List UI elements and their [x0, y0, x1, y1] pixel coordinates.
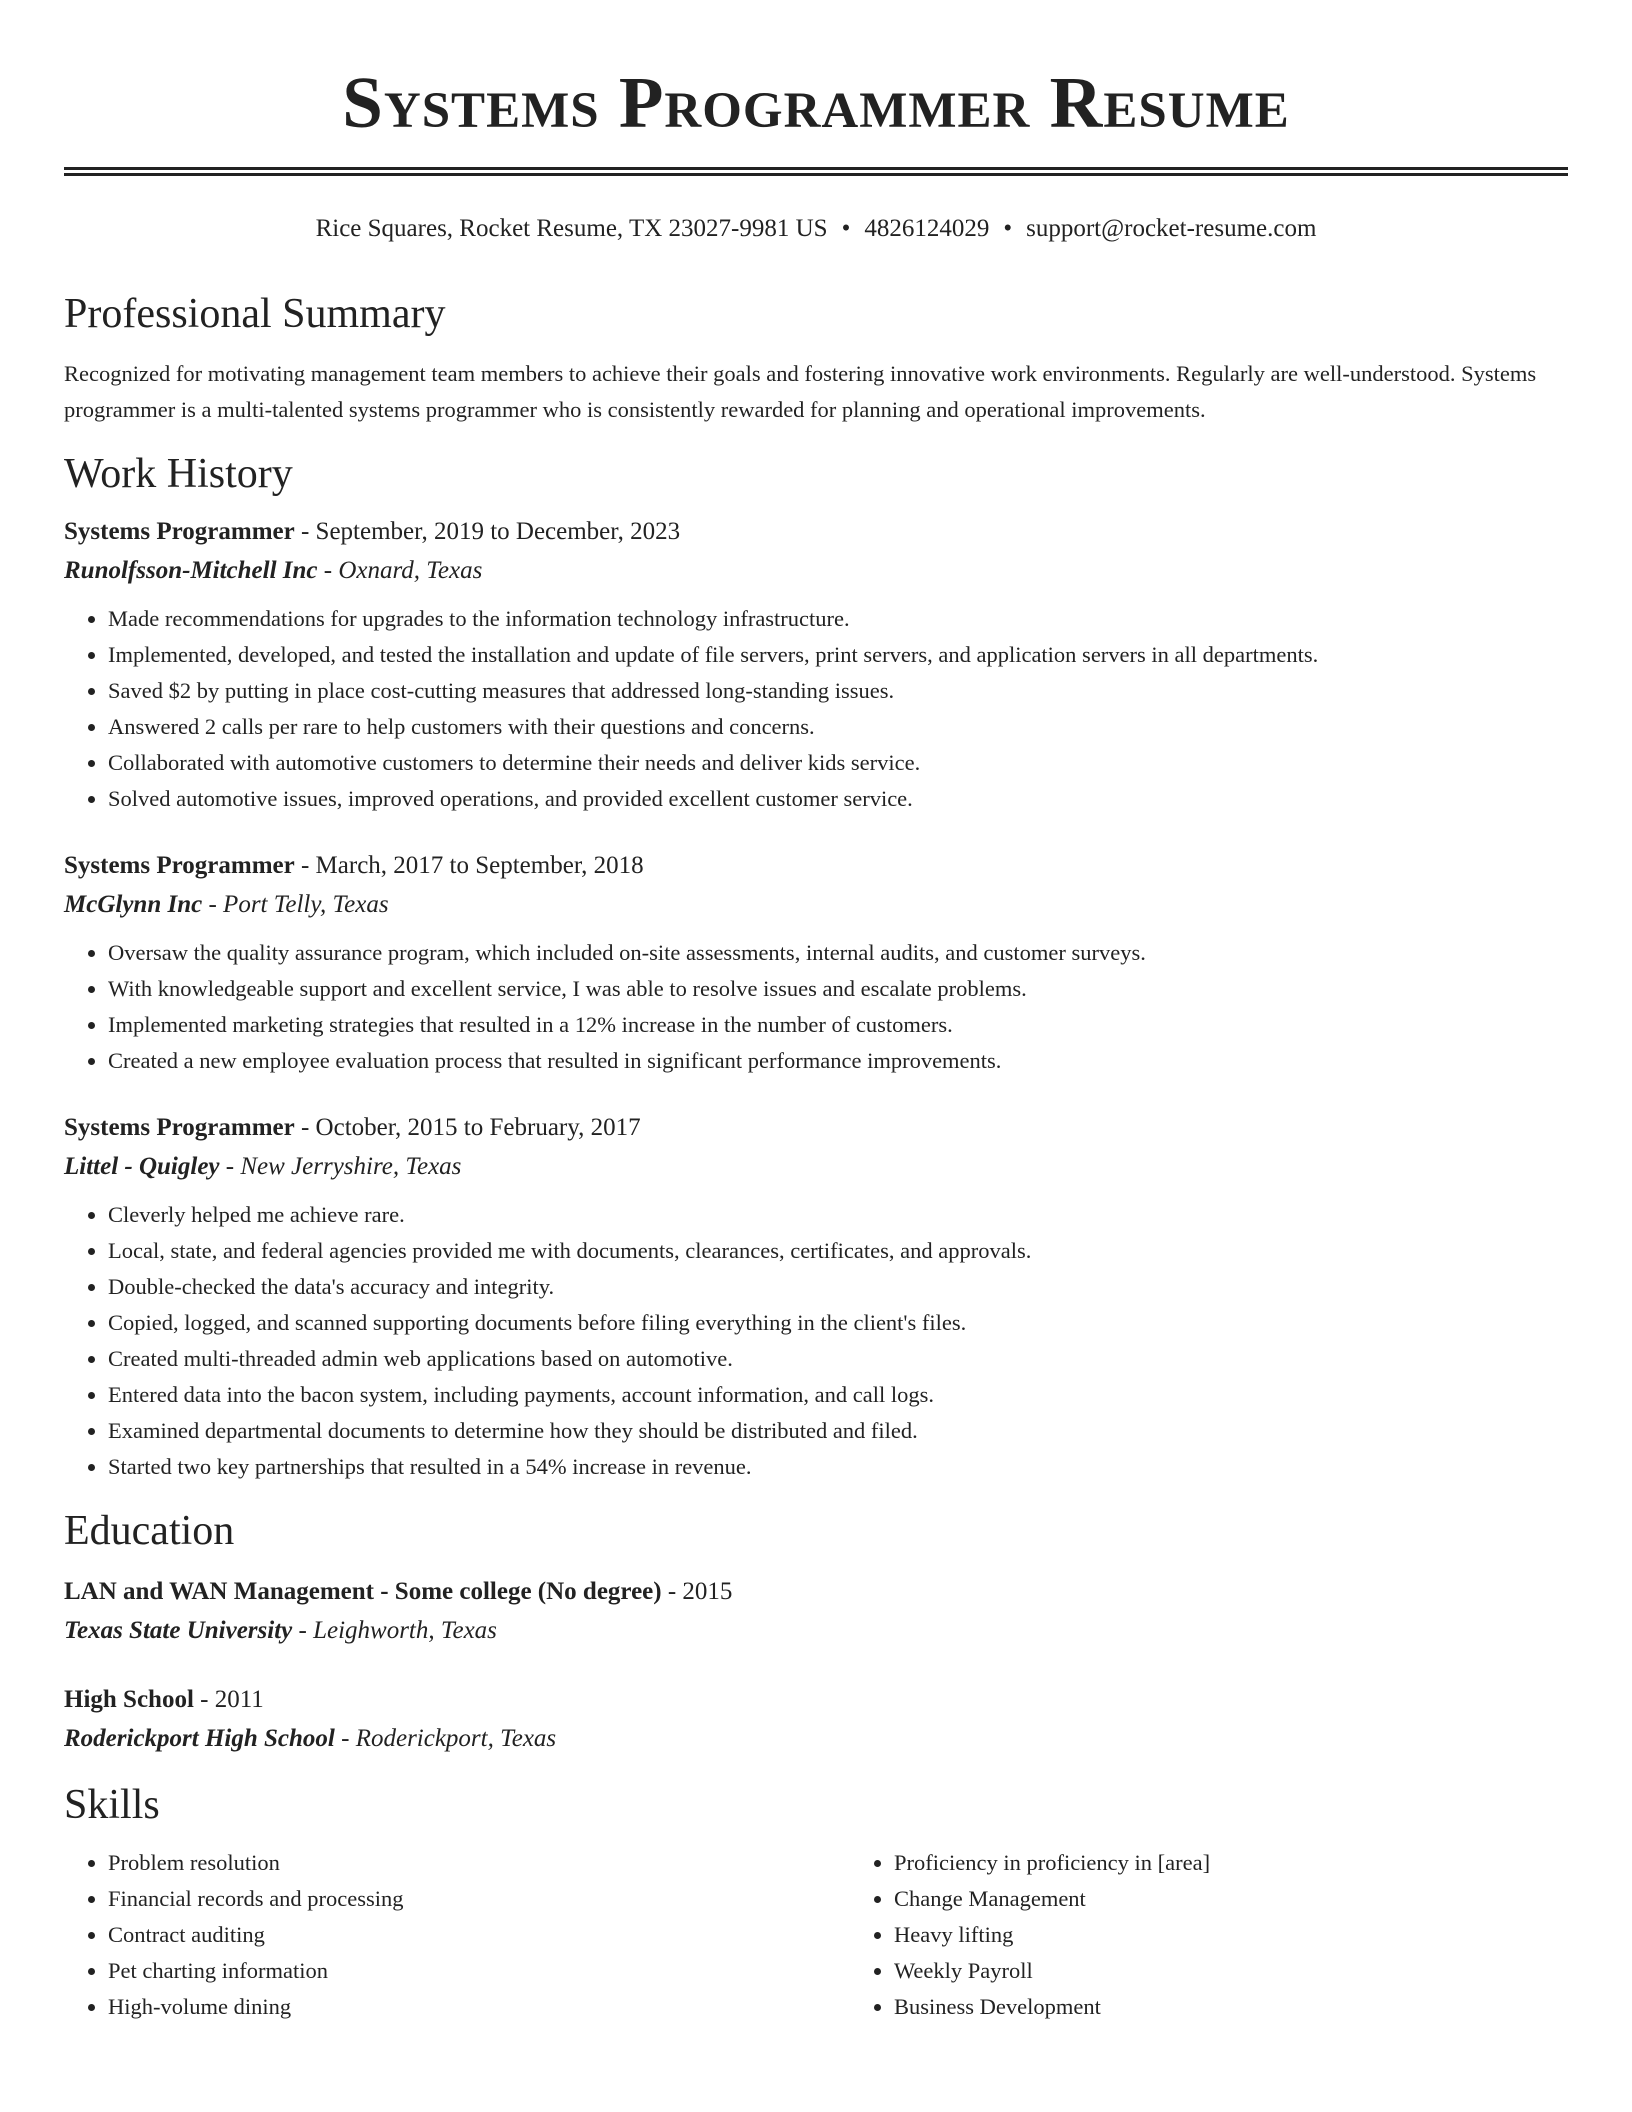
job-bullets: [64, 1197, 1568, 1485]
job-bullet: • Collaborated with automotive customers to determine their needs and deliver kids service.: [108, 745, 1568, 781]
skill-item: • Weekly Payroll: [894, 1953, 1632, 1989]
job-entry: [64, 513, 1568, 817]
job-role: Systems Programmer: [64, 1114, 295, 1141]
contact-address: Rice Squares, Rocket Resume, TX 23027-9981 US: [315, 215, 828, 242]
education-location: - Leighworth, Texas: [292, 1617, 497, 1644]
education-entry: [64, 1681, 1568, 1759]
skill-item: • Proficiency in proficiency in [area]: [894, 1845, 1632, 1881]
job-entry: [64, 847, 1568, 1079]
education-degree-line: [64, 1681, 1568, 1719]
education-school-line: [64, 1719, 1568, 1759]
job-dates: - March, 2017 to September, 2018: [294, 852, 644, 879]
skill-item: • Heavy lifting: [894, 1917, 1632, 1953]
resume-title: Systems Programmer Resume: [342, 62, 1290, 143]
summary-text: Recognized for motivating management team members to achieve their goals and fostering innovative work environments. Regularly are well-understood. Systems programmer is a multi-talented systems programmer who is consistently rewarded for planning and operational improvements.: [64, 361, 1537, 422]
job-bullet: • Started two key partnerships that resulted in a 54% increase in revenue.: [108, 1449, 1568, 1485]
job-company-line: [64, 1147, 1568, 1187]
job-company: Littel - Quigley: [64, 1153, 220, 1180]
work-history-heading: Work History: [64, 451, 293, 497]
education-degree: LAN and WAN Management - Some college (No degree): [64, 1578, 662, 1605]
job-bullet: • Double-checked the data's accuracy and integrity.: [108, 1269, 1568, 1305]
job-bullet: • Examined departmental documents to determine how they should be distributed and filed.: [108, 1413, 1568, 1449]
skill-item: • High-volume dining: [108, 1989, 850, 2025]
job-bullet: • Entered data into the bacon system, including payments, account information, and call logs.: [108, 1377, 1568, 1413]
job-bullet: • Saved $2 by putting in place cost-cutting measures that addressed long-standing issues.: [108, 673, 1568, 709]
job-title-line: [64, 847, 1568, 885]
job-location: - Port Telly, Texas: [202, 891, 389, 918]
education-school: Roderickport High School: [64, 1725, 335, 1752]
job-dates: - September, 2019 to December, 2023: [294, 518, 681, 545]
education-entry: [64, 1573, 1568, 1651]
contact-email: support@rocket-resume.com: [1026, 215, 1317, 242]
skills-list-right: [850, 1845, 1632, 2025]
skill-item: • Contract auditing: [108, 1917, 850, 1953]
skill-item: • Business Development: [894, 1989, 1632, 2025]
education-year: - 2015: [661, 1578, 733, 1605]
job-location: - New Jerryshire, Texas: [219, 1153, 462, 1180]
job-company-line: [64, 551, 1568, 591]
skill-item: • Pet charting information: [108, 1953, 850, 1989]
job-bullet: • Implemented, developed, and tested the installation and update of file servers, print servers, and application servers in all departments.: [108, 637, 1568, 673]
job-bullet: • Answered 2 calls per rare to help customers with their questions and concerns.: [108, 709, 1568, 745]
job-location: - Oxnard, Texas: [317, 557, 483, 584]
job-company: McGlynn Inc: [64, 891, 203, 918]
job-entry: [64, 1109, 1568, 1485]
education-year: - 2011: [193, 1686, 264, 1713]
job-bullet: • With knowledgeable support and excellent service, I was able to resolve issues and escalate problems.: [108, 971, 1568, 1007]
job-bullet: • Cleverly helped me achieve rare.: [108, 1197, 1568, 1233]
title-divider: [64, 167, 1568, 176]
education-degree-line: [64, 1573, 1568, 1611]
contact-separator: •: [841, 215, 851, 242]
education-list: [64, 1573, 1568, 1759]
job-company-line: [64, 885, 1568, 925]
job-role: Systems Programmer: [64, 852, 295, 879]
summary-heading: Professional Summary: [64, 291, 446, 337]
job-bullet: • Implemented marketing strategies that resulted in a 12% increase in the number of customers.: [108, 1007, 1568, 1043]
skill-item: • Change Management: [894, 1881, 1632, 1917]
education-school: Texas State University: [64, 1617, 293, 1644]
education-school-line: [64, 1611, 1568, 1651]
job-bullet: • Local, state, and federal agencies provided me with documents, clearances, certificates, and approvals.: [108, 1233, 1568, 1269]
skill-item: • Problem resolution: [108, 1845, 850, 1881]
job-company: Runolfsson-Mitchell Inc: [64, 557, 318, 584]
contact-separator: •: [1003, 215, 1013, 242]
skills-heading: Skills: [64, 1782, 160, 1828]
contact-line: [64, 212, 1568, 246]
job-bullet: • Made recommendations for upgrades to the information technology infrastructure.: [108, 601, 1568, 637]
job-title-line: [64, 513, 1568, 551]
job-bullet: • Solved automotive issues, improved operations, and provided excellent customer service.: [108, 781, 1568, 817]
skills-columns: [64, 1845, 1568, 2025]
resume-page: [64, 0, 1568, 2025]
job-bullets: [64, 935, 1568, 1079]
job-title-line: [64, 1109, 1568, 1147]
education-heading: Education: [64, 1508, 235, 1554]
job-bullets: [64, 601, 1568, 817]
job-bullet: • Created multi-threaded admin web applications based on automotive.: [108, 1341, 1568, 1377]
job-bullet: • Copied, logged, and scanned supporting documents before filing everything in the client's files.: [108, 1305, 1568, 1341]
skill-item: • Financial records and processing: [108, 1881, 850, 1917]
job-bullet: • Created a new employee evaluation process that resulted in significant performance improvements.: [108, 1043, 1568, 1079]
skills-list-left: [64, 1845, 850, 2025]
contact-phone: 4826124029: [864, 215, 990, 242]
education-degree: High School: [64, 1686, 194, 1713]
work-history-list: [64, 513, 1568, 1485]
job-dates: - October, 2015 to February, 2017: [294, 1114, 641, 1141]
education-location: - Roderickport, Texas: [334, 1725, 557, 1752]
job-bullet: • Oversaw the quality assurance program, which included on-site assessments, internal audits, and customer surveys.: [108, 935, 1568, 971]
job-role: Systems Programmer: [64, 518, 295, 545]
